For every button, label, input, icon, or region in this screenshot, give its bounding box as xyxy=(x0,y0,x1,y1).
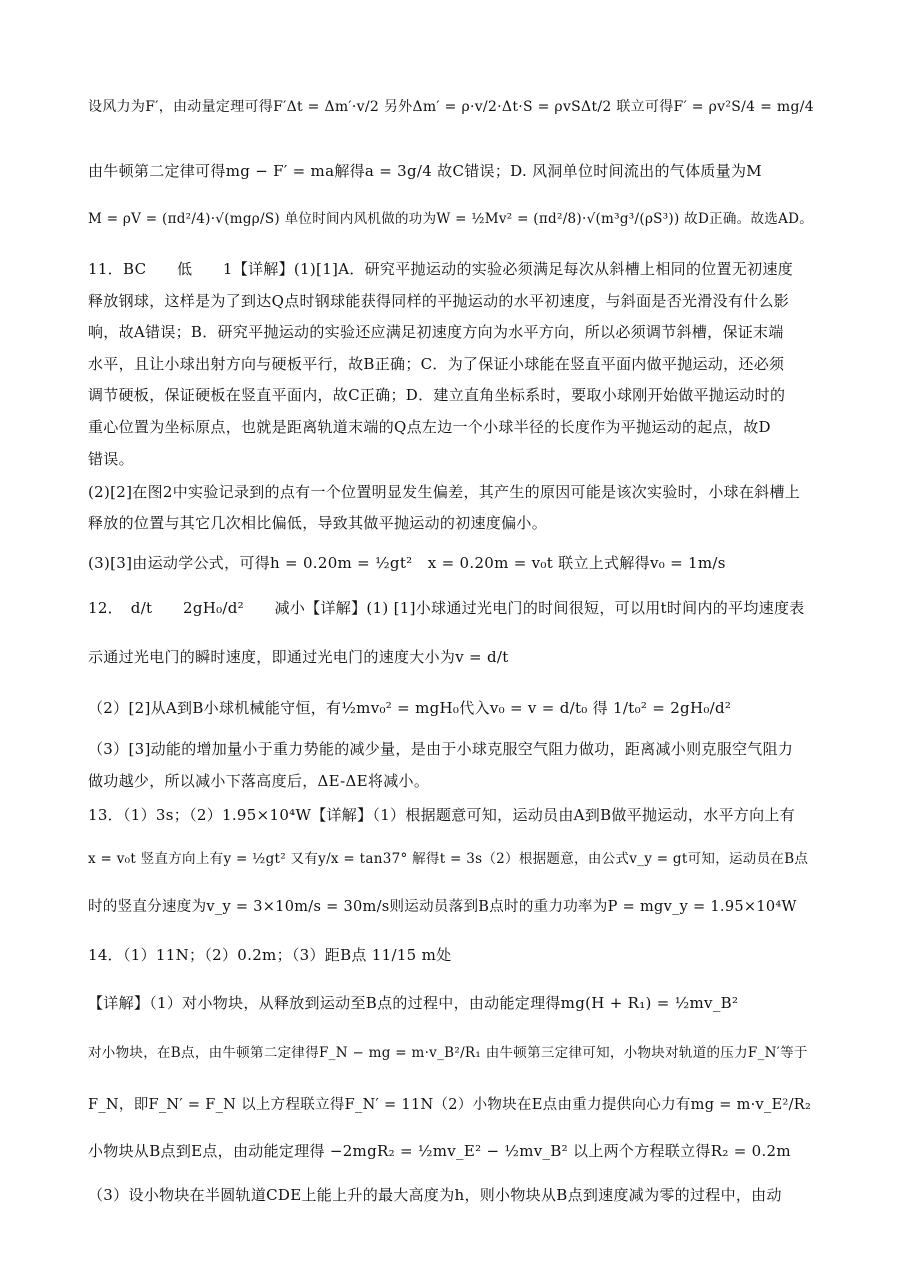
text-line: （3）设小物块在半圆轨道CDE上能上升的最大高度为h，则小物块从B点到速度减为零的过程中，由动 xyxy=(88,1186,782,1204)
text-line: 响，故A错误；B．研究平抛运动的实验还应满足初速度方向为水平方向，所以必须调节斜槽，保证末端 xyxy=(88,323,784,341)
text-line: 13．（1）3s；（2）1.95×10⁴W【详解】（1）根据题意可知，运动员由A到B做平抛运动，水平方向上有 xyxy=(88,806,796,824)
text-line: （2）[2]从A到B小球机械能守恒，有½mv₀² = mgH₀代入v₀ = v = d/t₀ 得 1/t₀² = 2gH₀/d² xyxy=(88,699,732,717)
text-line: 小物块从B点到E点，由动能定理得 −2mgR₂ = ½mv_E² − ½mv_B² 以上两个方程联立得R₂ = 0.2m xyxy=(88,1142,791,1160)
text-line: x = v₀t 竖直方向上有y = ½gt² 又有y/x = tan37° 解得t = 3s（2）根据题意，由公式v_y = gt可知，运动员在B点 xyxy=(88,851,809,867)
text-line: F_N，即F_N′ = F_N 以上方程联立得F_N′ = 11N（2）小物块在E点由重力提供向心力有mg = m·v_E²/R₂ xyxy=(88,1097,812,1113)
text-line: 【详解】（1）对小物块，从释放到运动至B点的过程中，由动能定理得mg(H + R₁) = ½mv_B² xyxy=(88,994,739,1012)
text-line: 错误。 xyxy=(88,450,134,468)
text-line: 释放的位置与其它几次相比偏低，导致其做平抛运动的初速度偏小。 xyxy=(88,514,548,532)
text-line: （3）[3]动能的增加量小于重力势能的减少量，是由于小球克服空气阻力做功，距离减小则克服空气阻力 xyxy=(88,740,794,758)
text-line: 水平，且让小球出射方向与硬板平行，故B正确；C．为了保证小球能在竖直平面内做平抛运动，还必须 xyxy=(88,355,785,373)
text-line: 对小物块，在B点，由牛顿第二定律得F_N − mg = m·v_B²/R₁ 由牛顿第三定律可知，小物块对轨道的压力F_N′等于 xyxy=(88,1045,808,1061)
text-line: 示通过光电门的瞬时速度，即通过光电门的速度大小为v = d/t xyxy=(88,648,509,666)
text-line: 做功越少，所以减小下落高度后，ΔE-ΔE将减小。 xyxy=(88,772,430,790)
text-line: 调节硬板，保证硬板在竖直平面内，故C正确；D．建立直角坐标系时，要取小球刚开始做平抛运动时的 xyxy=(88,386,786,404)
text-line: 重心位置为坐标原点，也就是距离轨道末端的Q点左边一个小球半径的长度作为平抛运动的起点，故D xyxy=(88,418,771,436)
text-line: 设风力为F′，由动量定理可得F′Δt = Δm′·v/2 另外Δm′ = ρ·v/2·Δt·S = ρvSΔt/2 联立可得F′ = ρv²S/4 = mg/4 xyxy=(88,99,814,115)
text-line: (3)[3]由运动学公式，可得h = 0.20m = ½gt² x = 0.20m = v₀t 联立上式解得v₀ = 1m/s xyxy=(88,554,726,572)
text-line: 12． d/t 2gH₀/d² 减小【详解】(1) [1]小球通过光电门的时间很短，可以用t时间内的平均速度表 xyxy=(88,599,805,617)
text-line: 时的竖直分速度为v_y = 3×10m/s = 30m/s则运动员落到B点时的重力功率为P = mgv_y = 1.95×10⁴W xyxy=(88,899,797,915)
text-line: M = ρV = (πd²/4)·√(mgρ/S) 单位时间内风机做的功为W = ½Mv² = (πd²/8)·√(m³g³/(ρS³)) 故D正确。故选AD。 xyxy=(88,211,814,227)
text-line: 11．BC 低 1【详解】(1)[1]A．研究平抛运动的实验必须满足每次从斜槽上相同的位置无初速度 xyxy=(88,260,794,278)
text-line: 释放钢球，这样是为了到达Q点时钢球能获得同样的平抛运动的水平初速度，与斜面是否光滑没有什么影 xyxy=(88,292,790,310)
text-line: 14．（1）11N；（2）0.2m；（3）距B点 11/15 m处 xyxy=(88,946,452,964)
text-line: (2)[2]在图2中实验记录到的点有一个位置明显发生偏差，其产生的原因可能是该次实验时，小球在斜槽上 xyxy=(88,483,801,501)
text-line: 由牛顿第二定律可得mg − F′ = ma解得a = 3g/4 故C错误；D. 风洞单位时间流出的气体质量为M xyxy=(88,162,762,180)
